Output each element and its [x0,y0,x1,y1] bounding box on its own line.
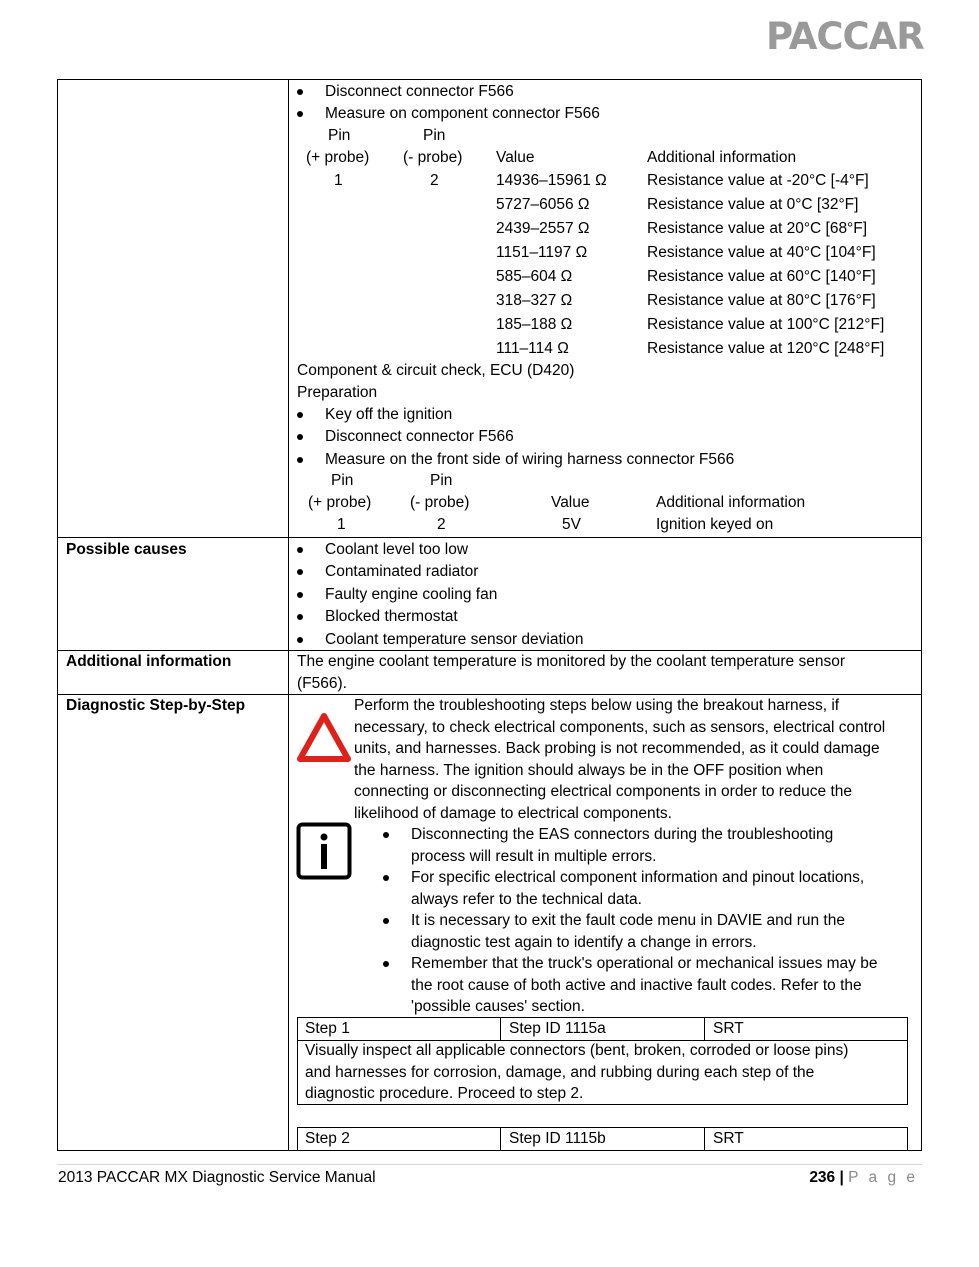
resistance-value: 318–327 Ω [496,292,573,309]
list-item: Disconnect connector F566 [325,83,514,100]
paccar-logo: PACCAR [766,15,924,58]
value-header: Value [551,494,590,511]
pin-header: Pin [430,472,453,489]
bullet-icon [383,832,389,838]
bullet-icon [297,637,303,643]
resistance-info: Resistance value at 80°C [176°F] [647,292,876,309]
row-label: Diagnostic Step-by-Step [66,697,246,714]
resistance-value: 5727–6056 Ω [496,196,590,213]
bullet-icon [383,875,389,881]
step-border [297,1127,908,1128]
bullet-icon [297,547,303,553]
value-header: Value [496,149,535,166]
resistance-info: Resistance value at 100°C [212°F] [647,316,885,333]
table-top-border [57,79,922,80]
voltage-info: Ignition keyed on [656,516,774,533]
column-divider [288,79,289,1151]
table-left-border [57,79,58,1151]
info-text: The engine coolant temperature is monitored by the coolant temperature sensor [297,653,845,670]
list-item: Faulty engine cooling fan [325,586,498,603]
step-type: SRT [713,1130,744,1147]
pin-header: Pin [331,472,354,489]
info-note: For specific electrical component information and pinout locations, [411,869,865,886]
pin-value: 2 [437,516,446,533]
info-icon [296,822,352,880]
step-border [704,1127,705,1150]
page-number: 236 [809,1169,836,1186]
probe-plus-header: (+ probe) [306,149,370,166]
pin-header: Pin [423,127,446,144]
probe-minus-header: (- probe) [403,149,463,166]
step-number: Step 2 [305,1130,350,1147]
step-text: Visually inspect all applicable connectors (bent, broken, corroded or loose pins) [305,1042,849,1059]
page-number-block [809,1168,918,1188]
resistance-info: Resistance value at 20°C [68°F] [647,220,868,237]
info-header: Additional information [647,149,797,166]
pin-header: Pin [328,127,351,144]
resistance-info: Resistance value at 0°C [32°F] [647,196,859,213]
row-label: Additional information [66,653,232,670]
info-note: the root cause of both active and inactive fault codes. Refer to the [411,977,862,994]
bullet-icon [297,434,303,440]
footer-title: 2013 PACCAR MX Diagnostic Service Manual [58,1169,376,1186]
warning-text: likelihood of damage to electrical components. [354,805,672,822]
bullet-icon [297,569,303,575]
list-item: Coolant level too low [325,541,469,558]
row-label: Possible causes [66,541,187,558]
pin-value: 2 [430,172,439,189]
voltage-value: 5V [562,516,581,533]
table-bottom-border [57,1150,922,1151]
pin-value: 1 [337,516,346,533]
bullet-icon [297,457,303,463]
warning-text: units, and harnesses. Back probing is not recommended, as it could damage [354,740,880,757]
probe-plus-header: (+ probe) [308,494,372,511]
info-header: Additional information [656,494,806,511]
info-note: process will result in multiple errors. [411,848,657,865]
step-border [297,1104,908,1105]
bullet-icon [383,961,389,967]
info-text: (F566). [297,675,347,692]
info-note: Remember that the truck's operational or mechanical issues may be [411,955,878,972]
resistance-value: 585–604 Ω [496,268,573,285]
preparation-label: Preparation [297,384,378,401]
step-type: SRT [713,1020,744,1037]
step-border [297,1017,298,1105]
resistance-info: Resistance value at 120°C [248°F] [647,340,885,357]
list-item: Key off the ignition [325,406,453,423]
resistance-info: Resistance value at 40°C [104°F] [647,244,876,261]
list-item: Measure on component connector F566 [325,105,600,122]
resistance-info: Resistance value at -20°C [-4°F] [647,172,869,189]
step-border [297,1017,908,1018]
bullet-icon [297,592,303,598]
step-border [907,1127,908,1150]
resistance-info: Resistance value at 60°C [140°F] [647,268,876,285]
step-text: and harnesses for corrosion, damage, and rubbing during each step of the [305,1064,815,1081]
list-item: Disconnect connector F566 [325,428,514,445]
warning-triangle-icon [296,712,352,764]
resistance-value: 111–114 Ω [496,340,569,357]
bullet-icon [297,89,303,95]
step-id: Step ID 1115a [509,1020,606,1037]
info-note: always refer to the technical data. [411,891,642,908]
step-border [297,1127,298,1150]
warning-text: connecting or disconnecting electrical components in order to reduce the [354,783,853,800]
info-note: Disconnecting the EAS connectors during the troubleshooting [411,826,834,843]
info-note: 'possible causes' section. [411,998,585,1015]
step-border [500,1017,501,1040]
step-border [704,1017,705,1040]
row-divider [57,650,922,651]
step-border [907,1017,908,1105]
pin-value: 1 [334,172,343,189]
bullet-icon [297,614,303,620]
step-text: diagnostic procedure. Proceed to step 2. [305,1085,584,1102]
warning-text: Perform the troubleshooting steps below using the breakout harness, if [354,697,840,714]
resistance-value: 14936–15961 Ω [496,172,607,189]
table-right-border [921,79,922,1151]
row-divider [57,694,922,695]
step-number: Step 1 [305,1020,350,1037]
bullet-icon [297,412,303,418]
page-separator: | [839,1169,844,1186]
info-note: It is necessary to exit the fault code menu in DAVIE and run the [411,912,845,929]
warning-text: the harness. The ignition should always be in the OFF position when [354,762,824,779]
warning-text: necessary, to check electrical components, such as sensors, electrical control [354,719,886,736]
resistance-value: 1151–1197 Ω [496,244,588,261]
footer-divider [57,1164,922,1165]
step-id: Step ID 1115b [509,1130,606,1147]
bullet-icon [297,111,303,117]
list-item: Contaminated radiator [325,563,479,580]
resistance-value: 2439–2557 Ω [496,220,590,237]
page-word: P a g e [848,1169,918,1186]
list-item: Blocked thermostat [325,608,458,625]
bullet-icon [383,918,389,924]
step-border [500,1127,501,1150]
row-divider [57,537,922,538]
section-title: Component & circuit check, ECU (D420) [297,362,575,379]
list-item: Measure on the front side of wiring harness connector F566 [325,451,735,468]
resistance-value: 185–188 Ω [496,316,573,333]
list-item: Coolant temperature sensor deviation [325,631,584,648]
info-note: diagnostic test again to identify a change in errors. [411,934,757,951]
probe-minus-header: (- probe) [410,494,470,511]
